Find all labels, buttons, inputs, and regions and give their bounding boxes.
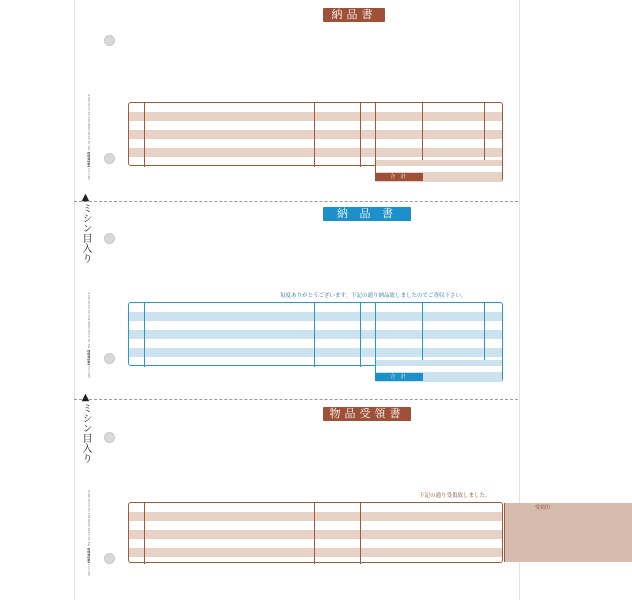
table-row — [129, 348, 502, 357]
total-label: 合 計 — [375, 373, 423, 381]
table-row — [129, 312, 502, 321]
table-row — [129, 112, 502, 121]
side-print-1: GB1153 HISAGO TEL 06-6448-0888 FAX 06-6448-0818 — [87, 94, 91, 180]
delivery-note-copy-title: 納品書(控) — [323, 8, 385, 22]
table-row — [129, 512, 502, 521]
receipt-message: 下記の通り受領致しました。 — [419, 493, 491, 499]
perforation-label-1: ▲ミシン目入り — [80, 192, 91, 263]
binding-hole — [104, 432, 115, 443]
delivery-note-table — [128, 302, 503, 366]
table-row — [129, 130, 502, 139]
perforation-label-2: ▲ミシン目入り — [80, 392, 91, 463]
binding-hole — [104, 35, 115, 46]
receipt-stamp-area — [504, 503, 632, 562]
binding-hole — [104, 353, 115, 364]
table-row — [129, 330, 502, 339]
delivery-note-title: 納 品 書 — [323, 207, 411, 221]
receipt-title: 物品受領書 — [323, 407, 411, 421]
side-print-2: GB1153 HISAGO TEL 06-6448-0888 FAX 06-6448-0818 — [87, 292, 91, 378]
table-row — [129, 530, 502, 539]
table-row — [129, 548, 502, 557]
stamp-label: 受領印 — [535, 505, 551, 511]
delivery-message: 毎度ありがとうございます。下記の通り納品致しましたのでご査収下さい。 — [280, 293, 467, 299]
binding-hole — [104, 153, 115, 164]
perforation-line-1 — [74, 201, 518, 202]
delivery-note-copy-table — [128, 102, 503, 166]
receipt-table — [128, 502, 551, 563]
perforation-line-2 — [74, 399, 518, 400]
table-row — [129, 148, 502, 157]
binding-hole — [104, 233, 115, 244]
binding-hole — [104, 553, 115, 564]
side-print-3: GB1153 HISAGO TEL 06-6448-0888 FAX 06-6448-0818 — [87, 490, 91, 576]
total-label: 合 計 — [375, 173, 423, 181]
